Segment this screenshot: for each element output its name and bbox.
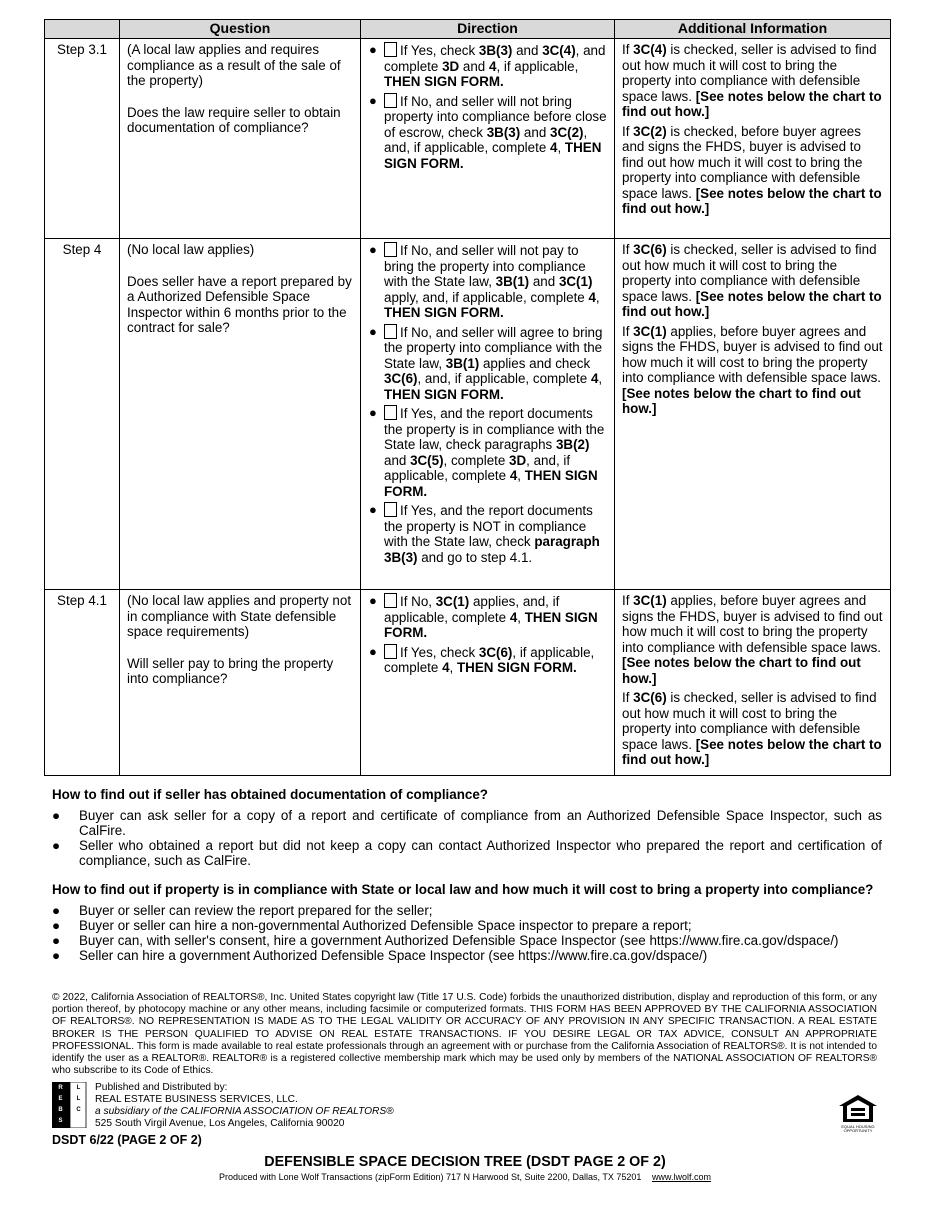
logo-letter: E [58,1096,63,1102]
additional-info-text: If 3C(2) is checked, before buyer agrees and signs the FHDS, buyer is advised to find out how much it will cost to bring the property into compliance with defensible space laws. [See notes below the chart to find out how.] [622,123,882,216]
bullet-icon: ● [369,42,377,57]
additional-info-cell [615,239,891,590]
question-context: (No local law applies and property not in compliance with State defensible space requirements) [127,593,352,639]
list-item-text: Seller can hire a government Authorized Defensible Space Inspector (see https://www.fire.ca.gov/dspace/) [79,948,708,963]
publisher-name: REAL ESTATE BUSINESS SERVICES, LLC. [95,1094,298,1105]
lwolf-link[interactable]: www.lwolf.com [651,1172,711,1182]
bullet-icon: ● [369,405,377,420]
list-item-text: Seller who obtained a report but did not keep a copy can contact Authorized Inspector who prepared the report and certification of compliance, such as CalFire. [79,838,882,868]
list-item [52,933,882,948]
direction-text: If Yes, check 3C(6), if applicable, complete 4, THEN SIGN FORM. [384,644,595,675]
question-cell [120,239,361,590]
bullet-icon: ● [52,948,61,963]
rebs-logo [52,1082,88,1128]
additional-info-text: If 3C(1) applies, before buyer agrees and signs the FHDS, buyer is advised to find out how much it will cost to bring the property into compliance with defensible space laws. [See notes below the chart to find out how.] [622,323,883,416]
bullet-icon: ● [369,593,377,608]
additional-info-text: If 3C(4) is checked, seller is advised to find out how much it will cost to bring the property into compliance with defensible space laws. [See notes below the chart to find out how.] [622,42,882,119]
section-list [52,903,882,963]
table-row [45,590,891,776]
direction-list [368,42,608,171]
bullet-icon: ● [369,323,377,339]
header-question: Question [120,20,361,39]
decision-table [44,19,891,776]
direction-item [368,324,608,403]
question-cell [120,39,361,239]
equal-housing-icon [836,1093,880,1135]
step-label: Step 4.1 [45,590,120,776]
logo-letter: L [76,1096,81,1102]
additional-info-cell [615,39,891,239]
list-item [52,948,882,963]
list-item-text: Buyer can, with seller's consent, hire a government Authorized Defensible Space Inspector (see https://www.fire.ca.gov/dspace/) [79,933,839,948]
direction-cell [361,239,615,590]
logo-letter: R [58,1085,63,1091]
logo-letter: C [76,1107,81,1113]
compliance-cost-section [52,882,882,963]
next-page-edge [0,1199,930,1206]
step-label: Step 3.1 [45,39,120,239]
header-direction: Direction [361,20,615,39]
publisher-block [95,1082,394,1130]
direction-text: If Yes, and the report documents the property is NOT in compliance with the State law, check paragraph 3B(3) and go to step 4.1. [384,503,600,565]
list-item [52,838,882,868]
bullet-icon: ● [369,502,377,517]
additional-info-text: If 3C(1) applies, before buyer agrees and signs the FHDS, buyer is advised to find out how much it will cost to bring the property into compliance with defensible space laws. [See notes below the chart to find out how.] [622,593,883,686]
question-context: (No local law applies) [127,242,255,257]
produced-with-line [0,1172,930,1182]
table-row [45,239,891,590]
step-label: Step 4 [45,239,120,590]
form-title: DEFENSIBLE SPACE DECISION TREE (DSDT PAGE 2 OF 2) [264,1154,666,1170]
list-item [52,903,882,918]
direction-text: If Yes, check 3B(3) and 3C(4), and complete 3D and 4, if applicable, THEN SIGN FORM. [384,43,606,89]
header-step [45,20,120,39]
list-item-text: Buyer can ask seller for a copy of a report and certificate of compliance from an Authorized Defensible Space Inspector, such as CalFire. [79,808,882,838]
copyright-notice: © 2022, California Association of REALTORS®, Inc. United States copyright law (Title 17 U.S. Code) forbids the unauthorized distribution, display and reproduction of this form, or any portion thereof, by photocopy machine or any other means, including facsimile or computerized formats. THIS FORM HAS BEEN APPROVED BY THE CALIFORNIA ASSOCIATION OF REALTORS®. NO REPRESENTATION IS MADE AS TO THE LEGAL VALIDITY OR ACCURACY OF ANY PROVISION IN ANY SPECIFIC TRANSACTION. A REAL ESTATE BROKER IS THE PERSON QUALIFIED TO ADVISE ON REAL ESTATE TRANSACTIONS. IF YOU DESIRE LEGAL OR TAX ADVICE, CONSULT AN APPROPRIATE PROFESSIONAL. This form is made available to real estate professionals through an agreement with or purchase from the California Association of REALTORS®. It is not intended to identify the user as a REALTOR®. REALTOR® is a registered collective membership mark which may be used only by members of the NATIONAL ASSOCIATION OF REALTORS® who subscribe to its Code of Ethics. [52,992,877,1077]
list-item [52,808,882,838]
bullet-icon: ● [369,242,377,257]
checkbox[interactable] [384,593,397,608]
logo-letter: B [58,1107,63,1113]
table-header-row [45,20,891,39]
direction-cell [361,39,615,239]
list-item [52,918,882,933]
table-row [45,39,891,239]
direction-list [368,593,608,676]
checkbox[interactable] [384,242,397,257]
direction-item [368,242,608,321]
direction-text: If No, 3C(1) applies, and, if applicable, complete 4, THEN SIGN FORM. [384,594,598,640]
equal-housing-caption: EQUAL HOUSING OPPORTUNITY [841,1124,875,1133]
bullet-icon: ● [369,92,377,108]
checkbox[interactable] [384,405,397,420]
checkbox[interactable] [384,42,397,57]
form-id: DSDT 6/22 (PAGE 2 OF 2) [52,1133,202,1147]
compliance-documentation-section [52,787,882,868]
checkbox[interactable] [384,324,397,339]
list-item-text: Buyer or seller can hire a non-governmental Authorized Defensible Space inspector to prepare a report; [79,918,692,933]
bullet-icon: ● [52,903,61,918]
direction-text: If Yes, and the report documents the property is in compliance with the State law, check paragraphs 3B(2) and 3C(5), complete 3D, and, if applicable, complete 4, THEN SIGN FORM. [384,406,605,499]
equal-housing-house-icon [836,1093,880,1125]
question-text: Does seller have a report prepared by a Authorized Defensible Space Inspector within 6 months prior to the contract for sale? [127,273,352,335]
direction-item [368,42,608,90]
header-additional-information: Additional Information [615,20,891,39]
checkbox[interactable] [384,502,397,517]
logo-letter: L [76,1085,81,1091]
bullet-icon: ● [52,933,61,948]
question-context: (A local law applies and requires compliance as a result of the sale of the property) [127,42,341,88]
section-heading: How to find out if seller has obtained documentation of compliance? [52,787,488,802]
produced-text: Produced with Lone Wolf Transactions (zipForm Edition) 717 N Harwood St, Suite 2200, Dallas, TX 75201 [219,1172,642,1182]
section-heading: How to find out if property is in compliance with State or local law and how much it will cost to bring a property into compliance? [52,882,874,897]
logo-letter: S [58,1118,63,1124]
direction-list [368,242,608,565]
additional-info-text: If 3C(6) is checked, seller is advised to find out how much it will cost to bring the property into compliance with defensible space laws. [See notes below the chart to find out how.] [622,242,882,319]
question-text: Does the law require seller to obtain documentation of compliance? [127,104,341,135]
direction-text: If No, and seller will agree to bring the property into compliance with the State law, 3B(1) applies and check 3C(6), and, if applicable, complete 4, THEN SIGN FORM. [384,324,603,402]
publisher-line: Published and Distributed by: [95,1082,228,1093]
direction-item [368,405,608,499]
direction-item [368,644,608,676]
additional-info-cell [615,590,891,776]
direction-item [368,502,608,565]
direction-item [368,93,608,172]
bullet-icon: ● [369,643,377,659]
list-item-text: Buyer or seller can review the report prepared for the seller; [79,903,433,918]
direction-text: If No, and seller will not bring property into compliance before close of escrow, check 3B(3) and 3C(2), and, if applicable, complete 4, THEN SIGN FORM. [384,93,607,171]
question-cell [120,590,361,776]
checkbox[interactable] [384,644,397,659]
publisher-address: 525 South Virgil Avenue, Los Angeles, California 90020 [95,1118,345,1129]
direction-cell [361,590,615,776]
question-text: Will seller pay to bring the property into compliance? [127,655,334,686]
bullet-icon: ● [52,918,61,933]
direction-item [368,593,608,641]
bullet-icon: ● [52,808,61,823]
checkbox[interactable] [384,93,397,108]
section-list [52,808,882,868]
publisher-subsidiary: a subsidiary of the CALIFORNIA ASSOCIATION OF REALTORS® [95,1106,394,1117]
additional-info-text: If 3C(6) is checked, seller is advised to find out how much it will cost to bring the property into compliance with defensible space laws. [See notes below the chart to find out how.] [622,690,882,767]
direction-text: If No, and seller will not pay to bring the property into compliance with the State law, 3B(1) and 3C(1) apply, and, if applicable, complete 4, THEN SIGN FORM. [384,243,600,320]
bullet-icon: ● [52,838,61,853]
